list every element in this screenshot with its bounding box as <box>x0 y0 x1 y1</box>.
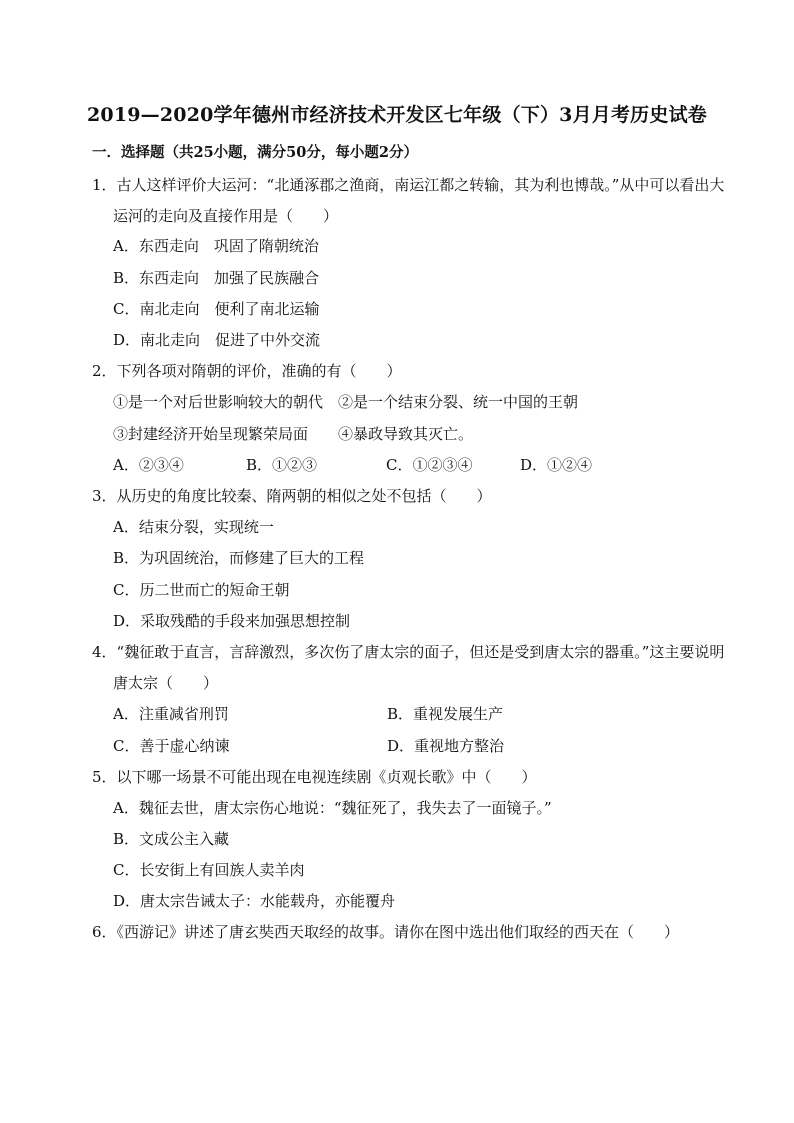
question-3-option-b: B．为巩固统治，而修建了巨大的工程 <box>113 549 365 567</box>
question-2-statements-1: ①是一个对后世影响较大的朝代 ②是一个结束分裂、统一中国的王朝 <box>113 393 579 411</box>
question-5-option-c: C．长安街上有回族人卖羊肉 <box>113 861 305 879</box>
question-4-stem-cont: 唐太宗（ ） <box>113 674 219 692</box>
question-2-statements-2: ③封建经济开始呈现繁荣局面 ④暴政导致其灭亡。 <box>113 425 474 443</box>
question-1-option-c: C．南北走向 便利了南北运输 <box>113 300 320 318</box>
question-4-option-c: C．善于虚心纳谏 <box>113 737 230 755</box>
question-2-option-a: A．②③④ <box>113 456 184 474</box>
question-4-option-b: B．重视发展生产 <box>387 705 504 723</box>
question-3-option-a: A．结束分裂，实现统一 <box>113 518 274 536</box>
question-5-option-d: D．唐太宗告诫太子：水能载舟，亦能覆舟 <box>113 892 396 910</box>
question-4-option-d: D．重视地方整治 <box>387 737 505 755</box>
question-4-option-a: A．注重减省刑罚 <box>113 705 229 723</box>
question-5-stem: 5．以下哪一场景不可能出现在电视连续剧《贞观长歌》中（ ） <box>92 768 537 786</box>
question-2-option-b: B．①②③ <box>246 456 318 474</box>
question-1-stem-cont: 运河的走向及直接作用是（ ） <box>113 207 339 225</box>
question-3-option-c: C．历二世而亡的短命王朝 <box>113 581 290 599</box>
question-5-option-b: B．文成公主入藏 <box>113 830 230 848</box>
question-6-stem: 6．《西游记》讲述了唐玄奘西天取经的故事。请你在图中选出他们取经的西天在（ ） <box>92 923 680 941</box>
question-1-stem: 1．古人这样评价大运河：“北通涿郡之渔商，南运江都之转输，其为利也博哉。”从中可以看出大 <box>92 176 725 194</box>
question-2-option-d: D．①②④ <box>520 456 593 474</box>
question-3-stem: 3．从历史的角度比较秦、隋两朝的相似之处不包括（ ） <box>92 487 492 505</box>
question-1-option-a: A．东西走向 巩固了隋朝统治 <box>113 237 319 255</box>
question-4-stem: 4．“魏征敢于直言，言辞激烈，多次伤了唐太宗的面子，但还是受到唐太宗的器重。”这主要说明 <box>92 643 725 661</box>
question-2-option-c: C．①②③④ <box>386 456 473 474</box>
question-5-option-a: A．魏征去世，唐太宗伤心地说：“魏征死了，我失去了一面镜子。” <box>113 799 552 817</box>
question-3-option-d: D．采取残酷的手段来加强思想控制 <box>113 612 351 630</box>
exam-title: 2019—2020学年德州市经济技术开发区七年级（下）3月月考历史试卷 <box>87 104 707 126</box>
section-heading: 一．选择题（共25小题，满分50分，每小题2分） <box>92 144 418 161</box>
question-2-stem: 2．下列各项对隋朝的评价，准确的有（ ） <box>92 362 402 380</box>
question-1-option-d: D．南北走向 促进了中外交流 <box>113 331 321 349</box>
question-1-option-b: B．东西走向 加强了民族融合 <box>113 269 320 287</box>
